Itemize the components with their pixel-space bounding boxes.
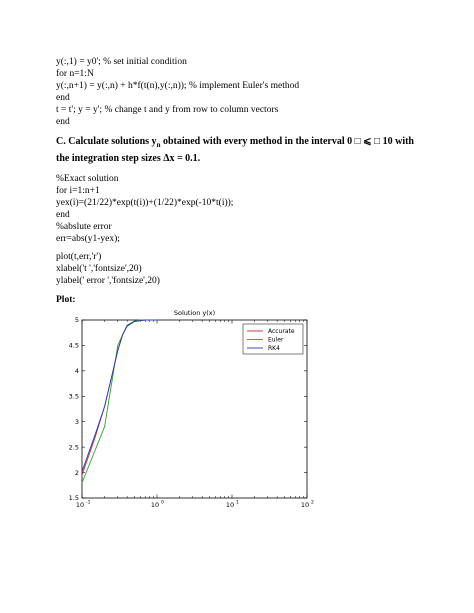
heading-text-1: C. Calculate solutions y <box>56 136 157 147</box>
code-line: end <box>56 93 70 103</box>
code-line: err=abs(y1-yex); <box>56 234 120 244</box>
chart-title: Solution y(x) <box>173 309 216 317</box>
heading-text-2: obtained with every method in the interval 0 <box>160 136 355 147</box>
x-tick-exponent: -1 <box>86 500 91 506</box>
x-tick-exponent: 0 <box>161 500 164 506</box>
code-line: end <box>56 210 70 220</box>
y-tick-label: 2 <box>74 468 79 477</box>
code-line: ylabel(' error ','fontsize',20) <box>56 276 160 286</box>
code-line: for n=1:N <box>56 69 94 79</box>
x-tick-label: 10 <box>75 501 85 509</box>
y-tick-label: 5 <box>74 316 79 325</box>
heading-text-3: 10 with the integration step sizes Δx = 0.1. <box>56 136 414 164</box>
code-line: y(:,1) = y0'; % set initial condition <box>56 57 187 67</box>
y-tick-label: 3 <box>74 417 79 426</box>
code-line: y(:,n+1) = y(:,n) + h*f(t(n),y(:,n)); % implement Euler's method <box>56 81 300 91</box>
code-line: %Exact solution <box>56 174 119 184</box>
heading-glyphs: □ ⩽ □ <box>354 136 381 147</box>
code-line: plot(t,err,'r') <box>56 252 102 262</box>
y-tick-label: 4.5 <box>68 341 79 350</box>
x-tick-exponent: 1 <box>236 500 239 506</box>
y-tick-label: 3.5 <box>68 392 79 401</box>
code-line: %abslute error <box>56 222 112 232</box>
y-tick-label: 2.5 <box>68 443 79 452</box>
code-line: yex(i)=(21/22)*exp(t(i))+(1/22)*exp(-10*t(i)); <box>56 198 234 208</box>
code-line: end <box>56 117 70 127</box>
heading-subscript: n <box>156 141 161 149</box>
x-tick-exponent: 2 <box>311 500 314 506</box>
y-tick-label: 1.5 <box>68 494 79 503</box>
legend-label: Euler <box>268 336 284 344</box>
legend-label: RK4 <box>268 345 280 353</box>
legend-label: Accurate <box>268 328 295 336</box>
code-line: for i=1:n+1 <box>56 186 100 196</box>
x-tick-label: 10 <box>150 501 160 509</box>
x-tick-label: 10 <box>300 501 310 509</box>
code-line: xlabel('t ','fontsize',20) <box>56 264 142 274</box>
plot-label: Plot: <box>56 295 76 305</box>
y-tick-label: 4 <box>74 367 79 376</box>
code-line: t = t'; y = y'; % change t and y from row to column vectors <box>56 105 279 115</box>
x-tick-label: 10 <box>225 501 235 509</box>
